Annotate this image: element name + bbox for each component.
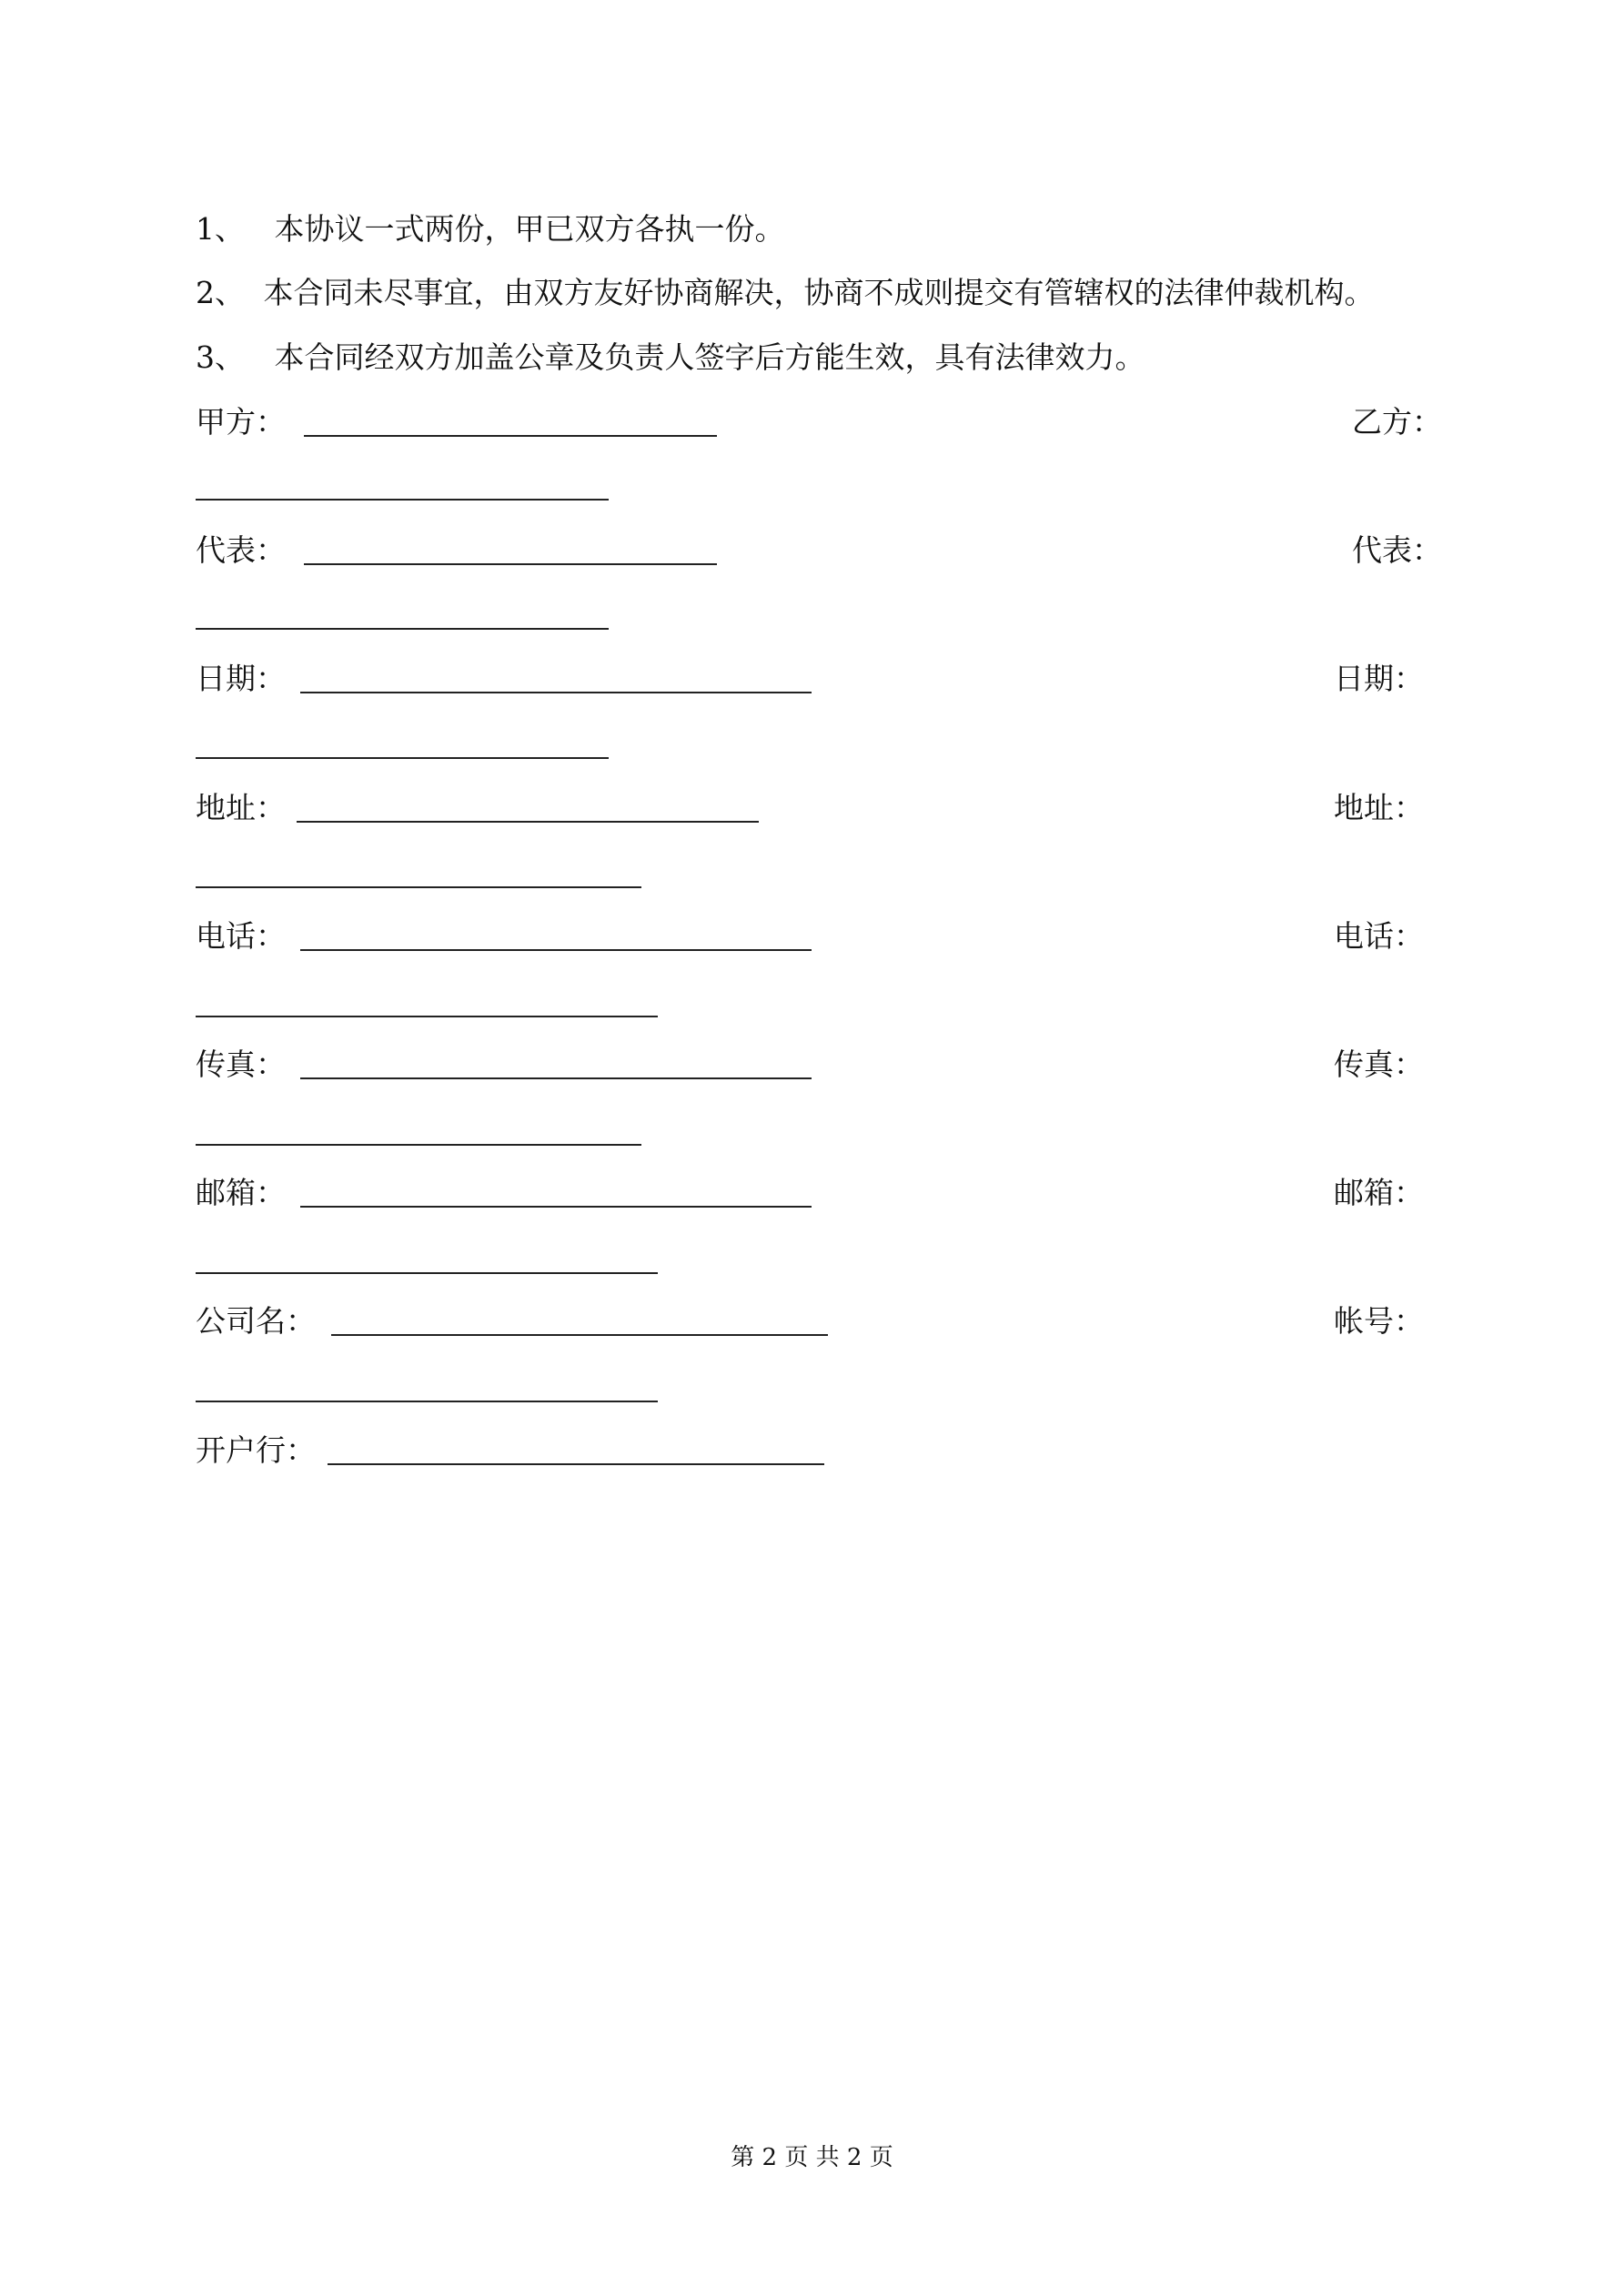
bank-line[interactable] [328,1463,824,1465]
representative-a-label: 代表： [196,532,286,568]
account-number-line[interactable] [196,1401,658,1402]
phone-a-line[interactable] [300,949,812,951]
party-a-line[interactable] [304,435,717,437]
email-b-line[interactable] [196,1272,658,1274]
bank-label: 开户行： [196,1432,316,1468]
email-a-line[interactable] [300,1206,812,1208]
address-b-line[interactable] [196,886,641,888]
fax-b-line[interactable] [196,1144,641,1146]
company-name-line[interactable] [331,1334,828,1336]
company-name-label: 公司名： [196,1303,316,1339]
date-b-label: 日期： [1334,661,1424,696]
clause-text: 本合同未尽事宜，由双方友好协商解决，协商不成则提交有管辖权的法律仲裁机构。 [263,275,1375,310]
email-b-label: 邮箱： [1334,1175,1424,1210]
date-a-label: 日期： [196,661,286,696]
address-b-label: 地址： [1334,790,1424,825]
fax-a-label: 传真： [196,1047,286,1082]
clause-text: 本协议一式两份，甲已双方各执一份。 [274,211,785,247]
clause-number: 3、 [196,339,245,375]
account-number-label: 帐号： [1334,1303,1424,1339]
fax-a-line[interactable] [300,1077,812,1079]
party-b-label: 乙方： [1352,404,1442,440]
clause-1 [196,211,785,248]
clause-text: 本合同经双方加盖公章及负责人签字后方能生效，具有法律效力。 [274,339,1145,375]
clause-2 [196,275,1375,311]
phone-b-label: 电话： [1334,918,1424,954]
representative-b-label: 代表： [1352,532,1442,568]
address-a-line[interactable] [297,821,759,823]
representative-b-line[interactable] [196,628,609,630]
page-footer: 第 2 页 共 2 页 [731,2144,893,2171]
clause-3 [196,339,1145,376]
party-b-line[interactable] [196,499,609,501]
date-b-line[interactable] [196,757,609,759]
email-a-label: 邮箱： [196,1175,286,1210]
party-a-label: 甲方： [196,404,286,440]
clause-number: 1、 [196,211,245,247]
phone-b-line[interactable] [196,1016,658,1017]
phone-a-label: 电话： [196,918,286,954]
fax-b-label: 传真： [1334,1047,1424,1082]
address-a-label: 地址： [196,790,286,825]
date-a-line[interactable] [300,692,812,693]
representative-a-line[interactable] [304,563,717,565]
clause-number: 2、 [196,275,245,310]
